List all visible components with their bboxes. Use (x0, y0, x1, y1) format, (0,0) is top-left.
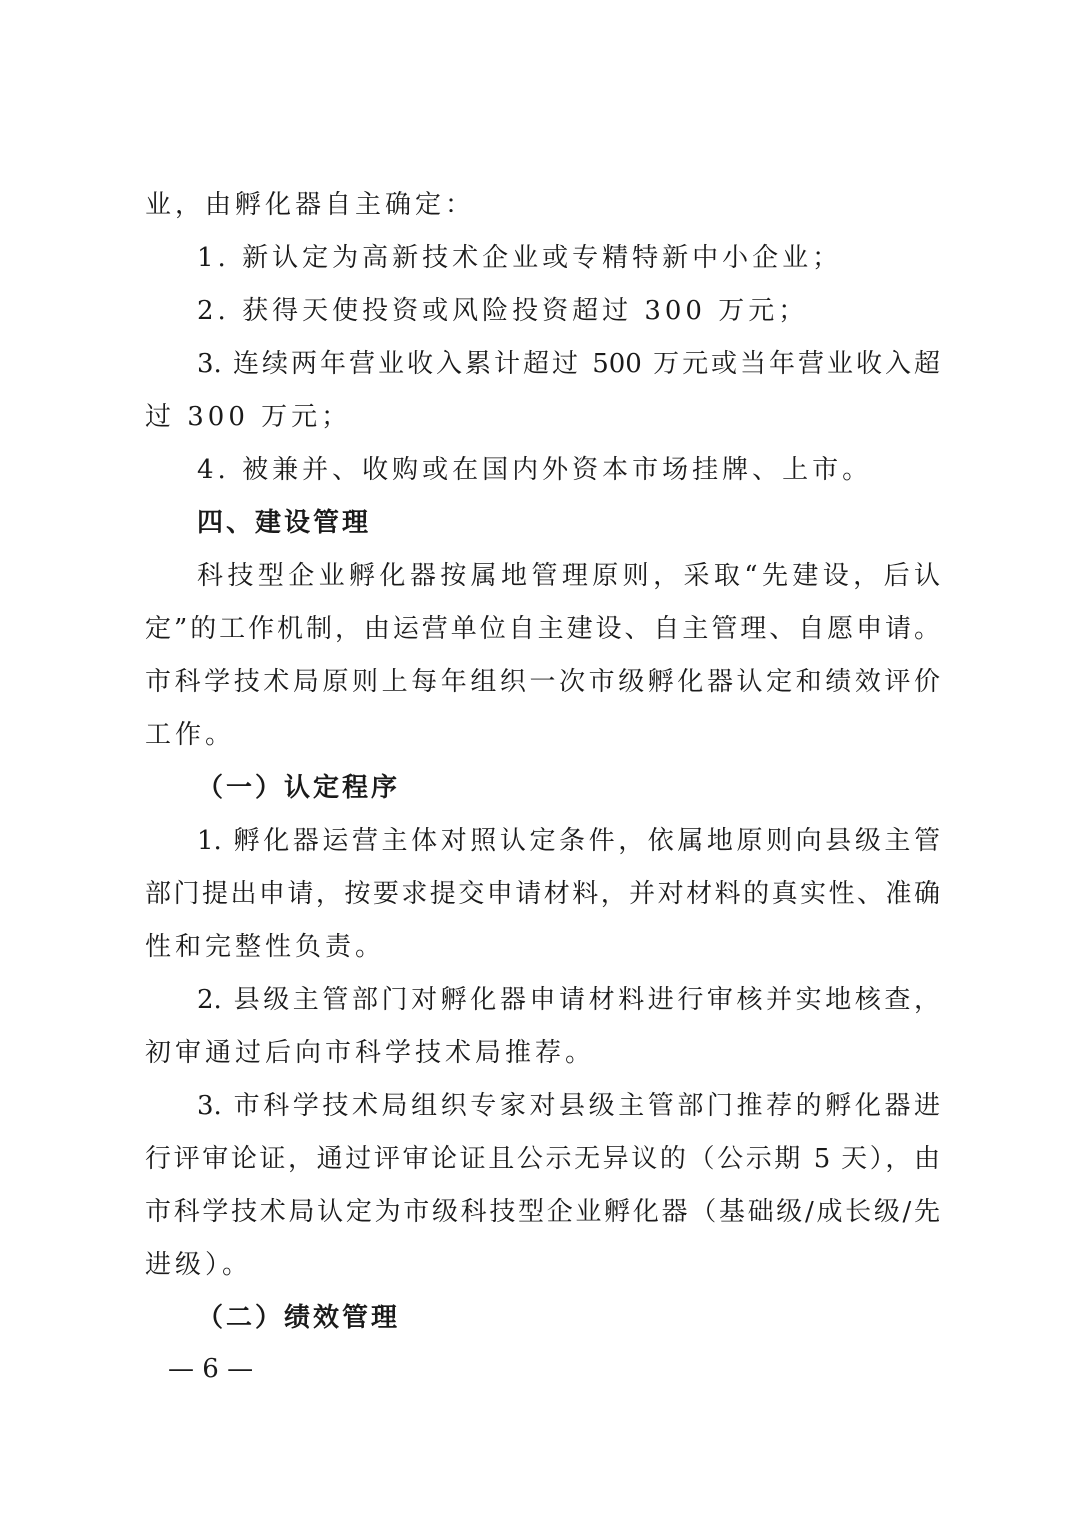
list-item: 4. 被兼并、收购或在国内外资本市场挂牌、上市。 (197, 455, 873, 485)
paragraph-line: 初审通过后向市科学技术局推荐。 (145, 1038, 596, 1068)
list-item: 2. 县级主管部门对孵化器申请材料进行审核并实地核查， (197, 985, 940, 1015)
paragraph-line: 市科学技术局认定为市级科技型企业孵化器（基础级/成长级/先 (145, 1197, 940, 1227)
list-item: 2. 获得天使投资或风险投资超过 300 万元； (197, 296, 809, 326)
subsection-heading: （二）绩效管理 (197, 1303, 401, 1333)
paragraph-line: 行评审论证，通过评审论证且公示无异议的（公示期 5 天），由 (145, 1144, 940, 1174)
paragraph-line: 过 300 万元； (145, 402, 352, 432)
section-heading: 四、建设管理 (197, 508, 372, 538)
paragraph-line: 进级）。 (145, 1250, 253, 1280)
page-number: — 6 — (168, 1354, 254, 1384)
paragraph-line: 市科学技术局原则上每年组织一次市级孵化器认定和绩效评价 (145, 667, 940, 697)
paragraph-line: 科技型企业孵化器按属地管理原则，采取“先建设，后认 (197, 561, 940, 591)
list-item: 1. 孵化器运营主体对照认定条件，依属地原则向县级主管 (197, 826, 940, 856)
paragraph-line: 工作。 (145, 720, 236, 750)
subsection-heading: （一）认定程序 (197, 773, 401, 803)
paragraph-line: 部门提出申请，按要求提交申请材料，并对材料的真实性、准确 (145, 879, 940, 909)
paragraph-line: 业，由孵化器自主确定： (145, 190, 476, 220)
list-item: 1. 新认定为高新技术企业或专精特新中小企业； (197, 243, 843, 273)
list-item: 3. 连续两年营业收入累计超过 500 万元或当年营业收入超 (197, 349, 940, 379)
list-item: 3. 市科学技术局组织专家对县级主管部门推荐的孵化器进 (197, 1091, 940, 1121)
paragraph-line: 性和完整性负责。 (145, 932, 386, 962)
paragraph-line: 定”的工作机制，由运营单位自主建设、自主管理、自愿申请。 (145, 614, 940, 644)
